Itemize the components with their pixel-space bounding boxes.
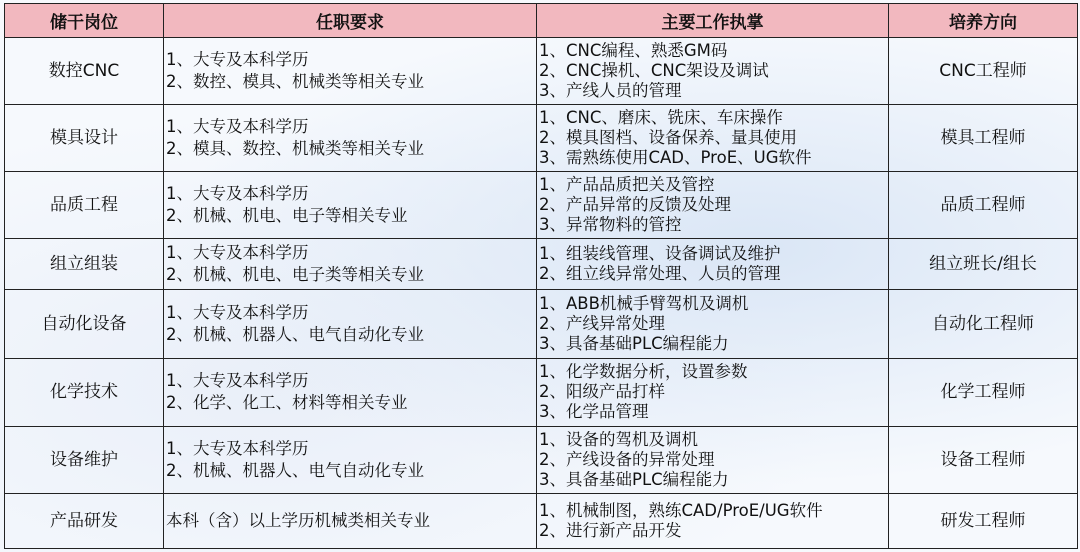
- position-cell: 自动化设备: [5, 290, 164, 358]
- duty-line: 2、阳级产品打样: [539, 382, 665, 402]
- direction-cell: 模具工程师: [889, 105, 1078, 172]
- duty-line: 2、CNC操机、CNC架设及调试: [539, 61, 769, 81]
- requirement-line: 2、化学、化工、材料等相关专业: [166, 393, 408, 413]
- requirements-cell: [164, 239, 537, 290]
- requirement-line: 本科（含）以上学历机械类相关专业: [166, 510, 430, 530]
- position-cell: 品质工程: [5, 172, 164, 239]
- requirement-line: 2、数控、模具、机械类等相关专业: [166, 72, 424, 92]
- direction-cell: 化学工程师: [889, 358, 1078, 426]
- requirement-line: 1、大专及本科学历: [166, 438, 309, 458]
- requirement-line: 1、大专及本科学历: [166, 371, 309, 391]
- requirement-line: 2、机械、机电、电子类等相关专业: [166, 265, 424, 285]
- duty-line: 1、机械制图，熟练CAD/ProE/UG软件: [539, 500, 823, 520]
- requirements-cell: [164, 172, 537, 239]
- duties-cell: [537, 105, 889, 172]
- requirement-line: 1、大专及本科学历: [166, 117, 309, 137]
- duty-line: 3、具备基础PLC编程能力: [539, 334, 729, 354]
- table-row: [5, 358, 1078, 426]
- direction-cell: 研发工程师: [889, 493, 1078, 548]
- requirement-line: 2、机械、机电、电子等相关专业: [166, 206, 408, 226]
- requirement-line: 2、机械、机器人、电气自动化专业: [166, 325, 424, 345]
- position-cell: 化学技术: [5, 358, 164, 426]
- direction-cell: 自动化工程师: [889, 290, 1078, 358]
- duty-line: 1、CNC、磨床、铣床、车床操作: [539, 108, 783, 128]
- duty-line: 2、产线异常处理: [539, 314, 665, 334]
- requirements-cell: [164, 290, 537, 358]
- table-row: [5, 105, 1078, 172]
- duty-line: 2、模具图档、设备保养、量具使用: [539, 128, 797, 148]
- position-cell: 模具设计: [5, 105, 164, 172]
- header-position: 储干岗位: [5, 4, 164, 38]
- duty-line: 3、产线人员的管理: [539, 81, 682, 101]
- table-row: [5, 290, 1078, 358]
- requirement-line: 1、大专及本科学历: [166, 50, 309, 70]
- direction-cell: 组立班长/组长: [889, 239, 1078, 290]
- requirements-cell: [164, 426, 537, 493]
- requirements-cell: [164, 358, 537, 426]
- duties-cell: [537, 290, 889, 358]
- requirement-line: 1、大专及本科学历: [166, 303, 309, 323]
- direction-cell: 设备工程师: [889, 426, 1078, 493]
- duties-cell: [537, 172, 889, 239]
- duties-cell: [537, 358, 889, 426]
- duty-line: 3、异常物料的管控: [539, 215, 682, 235]
- requirements-cell: [164, 38, 537, 105]
- duties-cell: [537, 38, 889, 105]
- requirement-line: 2、机械、机器人、电气自动化专业: [166, 460, 424, 480]
- duty-line: 1、设备的驾机及调机: [539, 429, 698, 449]
- table-row: [5, 38, 1078, 105]
- duty-line: 2、产品异常的反馈及处理: [539, 195, 731, 215]
- duty-line: 2、产线设备的异常处理: [539, 449, 715, 469]
- duty-line: 3、化学品管理: [539, 402, 649, 422]
- position-cell: 数控CNC: [5, 38, 164, 105]
- table-row: [5, 493, 1078, 548]
- job-requirements-table: [4, 3, 1078, 549]
- duties-cell: [537, 493, 889, 548]
- header-row: [5, 4, 1078, 38]
- duty-line: 2、进行新产品开发: [539, 520, 682, 540]
- duties-cell: [537, 239, 889, 290]
- header-duties: 主要工作执掌: [537, 4, 889, 38]
- requirement-line: 1、大专及本科学历: [166, 243, 309, 263]
- requirements-cell: [164, 105, 537, 172]
- position-cell: 组立组装: [5, 239, 164, 290]
- direction-cell: CNC工程师: [889, 38, 1078, 105]
- duty-line: 1、产品品质把关及管控: [539, 175, 715, 195]
- table-row: [5, 426, 1078, 493]
- header-direction: 培养方向: [889, 4, 1078, 38]
- requirement-line: 1、大专及本科学历: [166, 184, 309, 204]
- table-row: [5, 239, 1078, 290]
- duties-cell: [537, 426, 889, 493]
- duty-line: 1、化学数据分析，设置参数: [539, 362, 748, 382]
- duty-line: 3、具备基础PLC编程能力: [539, 469, 729, 489]
- position-cell: 设备维护: [5, 426, 164, 493]
- duty-line: 2、组立线异常处理、人员的管理: [539, 264, 781, 284]
- duty-line: 3、需熟练使用CAD、ProE、UG软件: [539, 148, 812, 168]
- duty-line: 1、组装线管理、设备调试及维护: [539, 244, 781, 264]
- duty-line: 1、CNC编程、熟悉GM码: [539, 41, 728, 61]
- requirement-line: 2、模具、数控、机械类等相关专业: [166, 139, 424, 159]
- duty-line: 1、ABB机械手臂驾机及调机: [539, 294, 749, 314]
- table-row: [5, 172, 1078, 239]
- requirements-cell: [164, 493, 537, 548]
- position-cell: 产品研发: [5, 493, 164, 548]
- header-requirements: 任职要求: [164, 4, 537, 38]
- direction-cell: 品质工程师: [889, 172, 1078, 239]
